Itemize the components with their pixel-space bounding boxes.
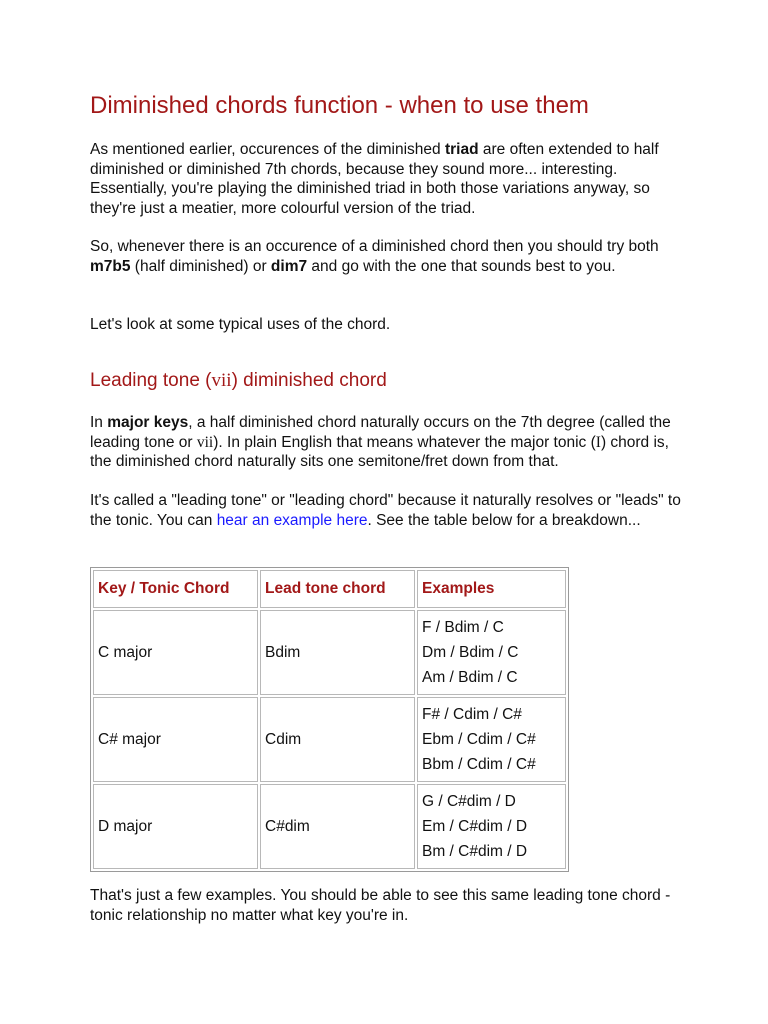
example-progression: G / C#dim / D xyxy=(422,793,516,810)
hear-example-link[interactable]: hear an example here xyxy=(216,511,368,529)
roman-numeral: vii xyxy=(196,433,214,451)
table-row xyxy=(93,697,566,782)
table-header-row xyxy=(93,570,566,608)
text: ). In plain English that means whatever the major tonic ( xyxy=(213,433,596,451)
lead-chord-cell: Cdim xyxy=(260,697,415,782)
table-row xyxy=(93,610,566,695)
key-cell: D major xyxy=(93,784,258,869)
text: . See the table below for a breakdown... xyxy=(367,511,641,529)
example-progression: Bm / C#dim / D xyxy=(422,843,528,860)
section-paragraph-1 xyxy=(90,413,690,472)
intro-paragraph-3: Let's look at some typical uses of the chord. xyxy=(90,316,391,333)
text: So, whenever there is an occurence of a diminished chord then you should try both xyxy=(90,238,659,255)
intro-paragraph-2 xyxy=(90,237,690,276)
example-progression: Am / Bdim / C xyxy=(422,669,518,686)
text: , a half diminished chord naturally occurs on the 7th degree (called the leading tone or xyxy=(90,414,671,451)
bold-term-triad: triad xyxy=(444,141,479,158)
example-progression: Dm / Bdim / C xyxy=(422,644,519,661)
text: ) chord is, the diminished chord naturally sits one semitone/fret down from that. xyxy=(90,433,669,470)
bold-term-major-keys: major keys xyxy=(107,414,189,431)
example-progression: F / Bdim / C xyxy=(422,619,504,636)
text: and go with the one that sounds best to you. xyxy=(307,257,616,275)
closing-paragraph: That's just a few examples. You should be able to see this same leading tone chord - tonic relationship no matter what key you're in. xyxy=(90,887,671,924)
text: (half diminished) or xyxy=(130,257,271,275)
section-heading xyxy=(90,370,387,392)
chord-table xyxy=(90,567,569,872)
text: are often extended to half diminished or diminished 7th chords, because they sound more... interesting. Essentially, you're playing the diminished triad in both those variations anyway, so they're just a meatier, more colourful version of the triad. xyxy=(90,141,659,217)
heading-text: ) diminished chord xyxy=(231,370,387,391)
lead-chord-cell: C#dim xyxy=(260,784,415,869)
key-cell: C major xyxy=(93,610,258,695)
table-row xyxy=(93,784,566,869)
text: As mentioned earlier, occurences of the diminished xyxy=(90,141,445,158)
roman-numeral: I xyxy=(595,433,601,451)
roman-numeral: vii xyxy=(211,370,232,391)
section-paragraph-2 xyxy=(90,491,690,530)
example-progression: Ebm / Cdim / C# xyxy=(422,731,536,748)
example-progression: F# / Cdim / C# xyxy=(422,706,522,723)
intro-paragraph-1 xyxy=(90,140,690,218)
column-header: Lead tone chord xyxy=(260,570,415,608)
bold-term-dim7: dim7 xyxy=(270,257,308,275)
text: In xyxy=(90,414,108,431)
example-progression: Em / C#dim / D xyxy=(422,818,528,835)
examples-cell xyxy=(417,697,566,782)
column-header: Key / Tonic Chord xyxy=(93,570,258,608)
heading-text: Leading tone ( xyxy=(90,370,212,391)
bold-term-m7b5: m7b5 xyxy=(90,257,131,275)
column-header: Examples xyxy=(417,570,566,608)
examples-cell xyxy=(417,610,566,695)
example-progression: Bbm / Cdim / C# xyxy=(422,756,536,773)
lead-chord-cell: Bdim xyxy=(260,610,415,695)
examples-cell xyxy=(417,784,566,869)
key-cell: C# major xyxy=(93,697,258,782)
text: It's called a "leading tone" or "leading chord" because it naturally resolves or "leads" to the tonic. You can xyxy=(90,492,681,529)
page-title: Diminished chords function - when to use them xyxy=(90,92,589,119)
